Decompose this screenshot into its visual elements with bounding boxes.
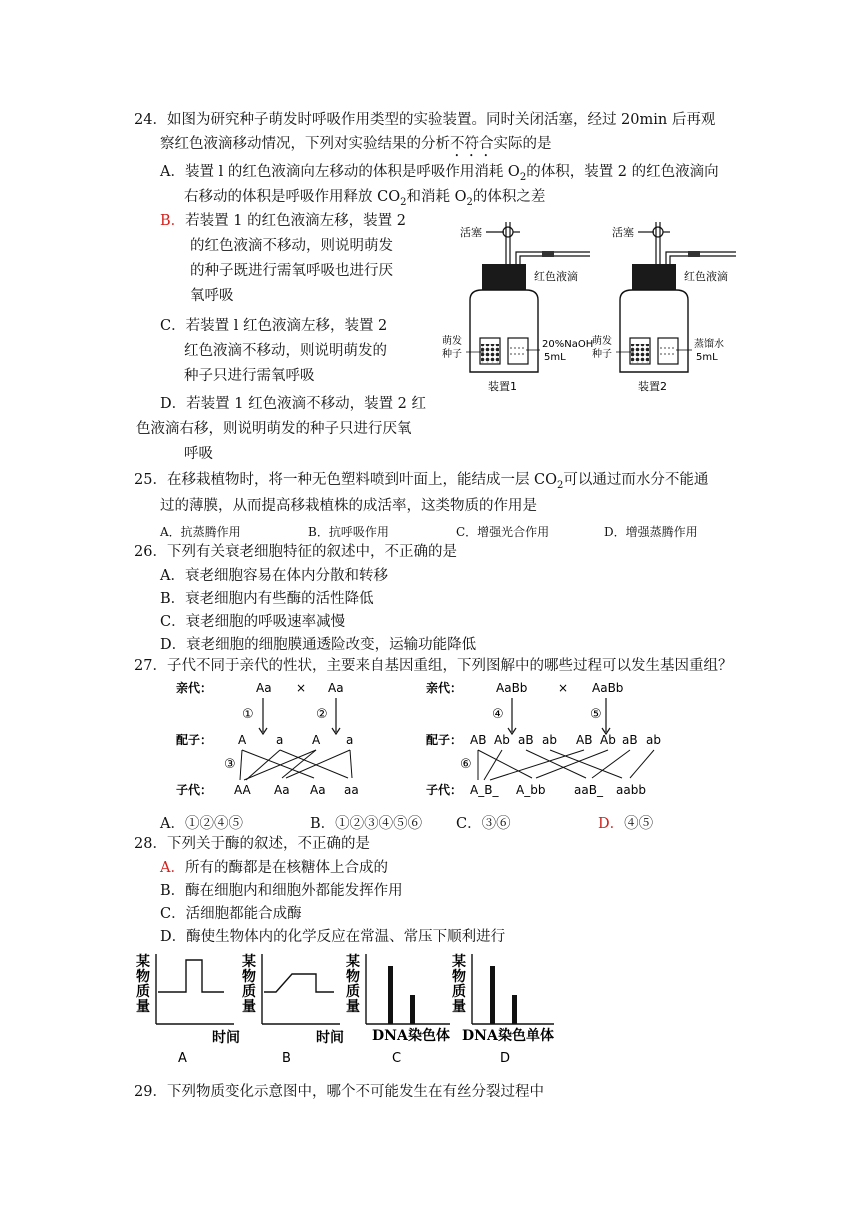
offspring-left-1: AA [234,783,251,797]
graph-d-ylabel-3: 质 [452,984,466,1000]
naoh-volume: 5mL [544,352,566,363]
graph-a-line [158,960,224,992]
offspring-right-4: aabb [616,783,646,797]
respiration-apparatus-figure [440,222,740,398]
graph-b-ylabel-3: 质 [242,984,256,1000]
gamete-right-6: Ab [600,733,616,747]
q28-option-a: A．所有的酶都是在核糖体上合成的 [160,860,388,876]
q24-option-b-line2: 的红色液滴不移动，则说明萌发 [190,238,393,254]
red-droplet-1 [542,251,554,257]
parent2-left: Aa [328,681,344,695]
q24-option-c-line2: 红色液滴不移动，则说明萌发的 [184,343,387,359]
graph-b-ylabel-4: 量 [242,999,256,1015]
seed-label-1b: 种子 [442,349,462,360]
gamete-right-1: AB [470,733,487,747]
offspring-right-3: aaB_ [574,783,603,797]
q24-option-b-line1: B．若装置 1 的红色液滴左移，装置 2 [160,213,406,229]
graph-a-xlabel: 时间 [212,1030,240,1046]
red-droplet-2 [688,251,700,257]
device-2 [592,222,736,393]
q27-option-c: C．③⑥ [456,816,511,832]
q26-stem: 26．下列有关衰老细胞特征的叙述中，不正确的是 [134,544,457,560]
q24-option-c-line3: 种子只进行需氧呼吸 [184,368,315,384]
monohybrid-cross-diagram [176,676,396,798]
graph-c-xlabel-chromosome: 染色体 [408,1028,450,1044]
q28-option-b: B．酶在细胞内和细胞外都能发挥作用 [160,883,403,899]
valve-label-1: 活塞 [460,226,482,239]
gamete-label-right: 配子： [426,733,463,747]
valve-icon [653,227,663,237]
offspring-left-2: Aa [274,783,290,797]
graph-d [452,953,554,1066]
seed-label-1a: 萌发 [442,336,462,347]
q24-stem-line1: 24．如图为研究种子萌发时呼吸作用类型的实验装置。同时关闭活塞，经过 20min 后再观 [134,112,716,128]
valve-icon [503,227,513,237]
graph-b-xlabel: 时间 [316,1030,344,1046]
device-2-caption: 装置2 [638,380,667,393]
gamete-left-3: A [312,733,321,747]
parent1-left: Aa [256,681,272,695]
q24-option-a-line1: A．装置 l 的红色液滴向左移动的体积是呼吸作用消耗 $O_2$的体积，装置 2 的红色液滴向 [160,164,719,183]
graph-c-ylabel-1: 某 [346,954,360,970]
seed-label-2a: 萌发 [592,336,612,347]
valve-label-2: 活塞 [612,226,634,239]
stopper-2 [632,264,676,290]
step-5: ⑤ [590,707,602,722]
graph-b-caption: B [282,1051,291,1066]
graph-a-ylabel-2: 物 [136,969,150,985]
naoh-beaker-1 [508,338,528,364]
q26-option-b: B．衰老细胞内有些酶的活性降低 [160,591,374,607]
q28-option-c: C．活细胞都能合成酶 [160,906,302,922]
q25-option-b: B．抗呼吸作用 [308,525,389,539]
offspring-left-4: aa [344,783,359,797]
graph-c-bar-dna [388,966,393,1024]
graph-a-ylabel-4: 量 [136,999,150,1015]
gamete-left-2: a [276,733,284,747]
graph-a-caption: A [178,1051,187,1066]
parent-label-left: 亲代： [176,681,213,695]
offspring-label-left: 子代： [176,783,213,797]
graph-c-xlabel-dna: DNA [372,1028,408,1044]
q26-option-d: D．衰老细胞的细胞膜通透险改变，运输功能降低 [160,637,477,653]
graph-d-bar-dna [490,966,495,1024]
device-1 [442,222,593,393]
parent-label-right: 亲代： [426,681,463,695]
gamete-left-4: a [346,733,354,747]
graph-d-ylabel-1: 某 [452,954,466,970]
device-1-caption: 装置1 [488,380,517,393]
droplet-label-2: 红色液滴 [684,270,728,283]
offspring-left-3: Aa [310,783,326,797]
q27-option-a: A．①②④⑤ [160,816,243,832]
graph-d-bar-chromatid [512,995,517,1024]
graph-a-ylabel-3: 质 [136,984,150,1000]
q28-option-d: D．酶使生物体内的化学反应在常温、常压下顺利进行 [160,929,506,945]
graph-d-ylabel-4: 量 [452,999,466,1015]
water-volume: 5mL [696,352,718,363]
q25-stem-line1: 25．在移栽植物时，将一种无色塑料喷到叶面上，能结成一层 $CO_2$可以通过而水分不能通 [134,472,709,491]
q24-option-b-line3: 的种子既进行需氧呼吸也进行厌 [190,263,393,279]
cross-sign-right: × [558,681,569,695]
graph-a [136,953,240,1066]
q25-option-a: A．抗蒸腾作用 [160,525,241,539]
naoh-label: 20%NaOH [542,339,594,350]
q27-option-b: B．①②③④⑤⑥ [310,816,423,832]
q26-option-c: C．衰老细胞的呼吸速率减慢 [160,614,346,630]
q24-option-d-line1: D．若装置 1 红色液滴不移动，装置 2 红 [160,396,427,412]
q25-stem-line2: 过的薄膜，从而提高移栽植株的成活率，这类物质的作用是 [160,498,537,514]
substance-change-graphs [130,950,570,1068]
step-6: ⑥ [460,757,472,772]
step-1: ① [242,707,254,722]
offspring-right-1: A_B_ [470,783,499,797]
water-beaker-2 [658,338,678,364]
q24-stem-line2: 察红色液滴移动情况，下列对实验结果的分析不符合实际的是 [160,136,552,152]
q29-stem: 29．下列物质变化示意图中，哪个不可能发生在有丝分裂过程中 [134,1084,544,1100]
step-2: ② [316,707,328,722]
graph-d-xlabel-chromatid: 染色单体 [498,1028,554,1044]
gamete-right-3: aB [518,733,534,747]
graph-c-ylabel-4: 量 [346,999,360,1015]
graph-d-ylabel-2: 物 [452,969,466,985]
dihybrid-cross-diagram [426,676,676,798]
graph-b-line [264,974,334,992]
parent2-right: AaBb [592,681,624,695]
q24-option-c-line1: C．若装置 l 红色液滴左移，装置 2 [160,318,388,334]
gamete-right-8: ab [646,733,661,747]
graph-c-bar-chromosome [410,995,415,1024]
graph-a-ylabel-1: 某 [136,954,150,970]
q24-option-d-line3: 呼吸 [184,446,213,462]
q27-option-d: D．④⑤ [598,816,654,832]
graph-d-xlabel-dna: DNA [462,1028,498,1044]
graph-c-ylabel-2: 物 [346,969,360,985]
graph-c-caption: C [392,1051,402,1066]
parent1-right: AaBb [496,681,528,695]
gamete-right-7: aB [622,733,638,747]
offspring-right-2: A_bb [516,783,546,797]
graph-c [346,953,450,1066]
q24-option-d-line2: 色液滴右移，则说明萌发的种子只进行厌氧 [136,421,412,437]
seed-label-2b: 种子 [592,349,612,360]
step-4: ④ [492,707,504,722]
q24-option-b-line4: 氧呼吸 [190,288,234,304]
gamete-left-1: A [238,733,247,747]
q28-stem: 28．下列关于酶的叙述，不正确的是 [134,836,370,852]
offspring-label-right: 子代： [426,783,463,797]
gamete-right-2: Ab [494,733,510,747]
stopper-1 [482,264,526,290]
water-label: 蒸馏水 [694,339,724,350]
graph-b [242,953,344,1066]
cross-sign-left: × [296,681,307,695]
q25-option-d: D．增强蒸腾作用 [604,525,698,539]
droplet-label-1: 红色液滴 [534,270,578,283]
q24-option-a-line2: 右移动的体积是呼吸作用释放 $CO_2$和消耗 $O_2$的体积之差 [184,189,546,208]
step-3: ③ [224,757,236,772]
graph-c-ylabel-3: 质 [346,984,360,1000]
q27-stem: 27．子代不同于亲代的性状，主要来自基因重组，下列图解中的哪些过程可以发生基因重组？ [134,658,733,674]
gamete-right-4: ab [542,733,557,747]
graph-b-ylabel-2: 物 [242,969,256,985]
graph-b-ylabel-1: 某 [242,954,256,970]
gamete-right-5: AB [576,733,593,747]
q26-option-a: A．衰老细胞容易在体内分散和转移 [160,568,388,584]
gamete-label-left: 配子： [176,733,213,747]
graph-d-caption: D [500,1051,511,1066]
q25-option-c: C．增强光合作用 [456,525,550,539]
